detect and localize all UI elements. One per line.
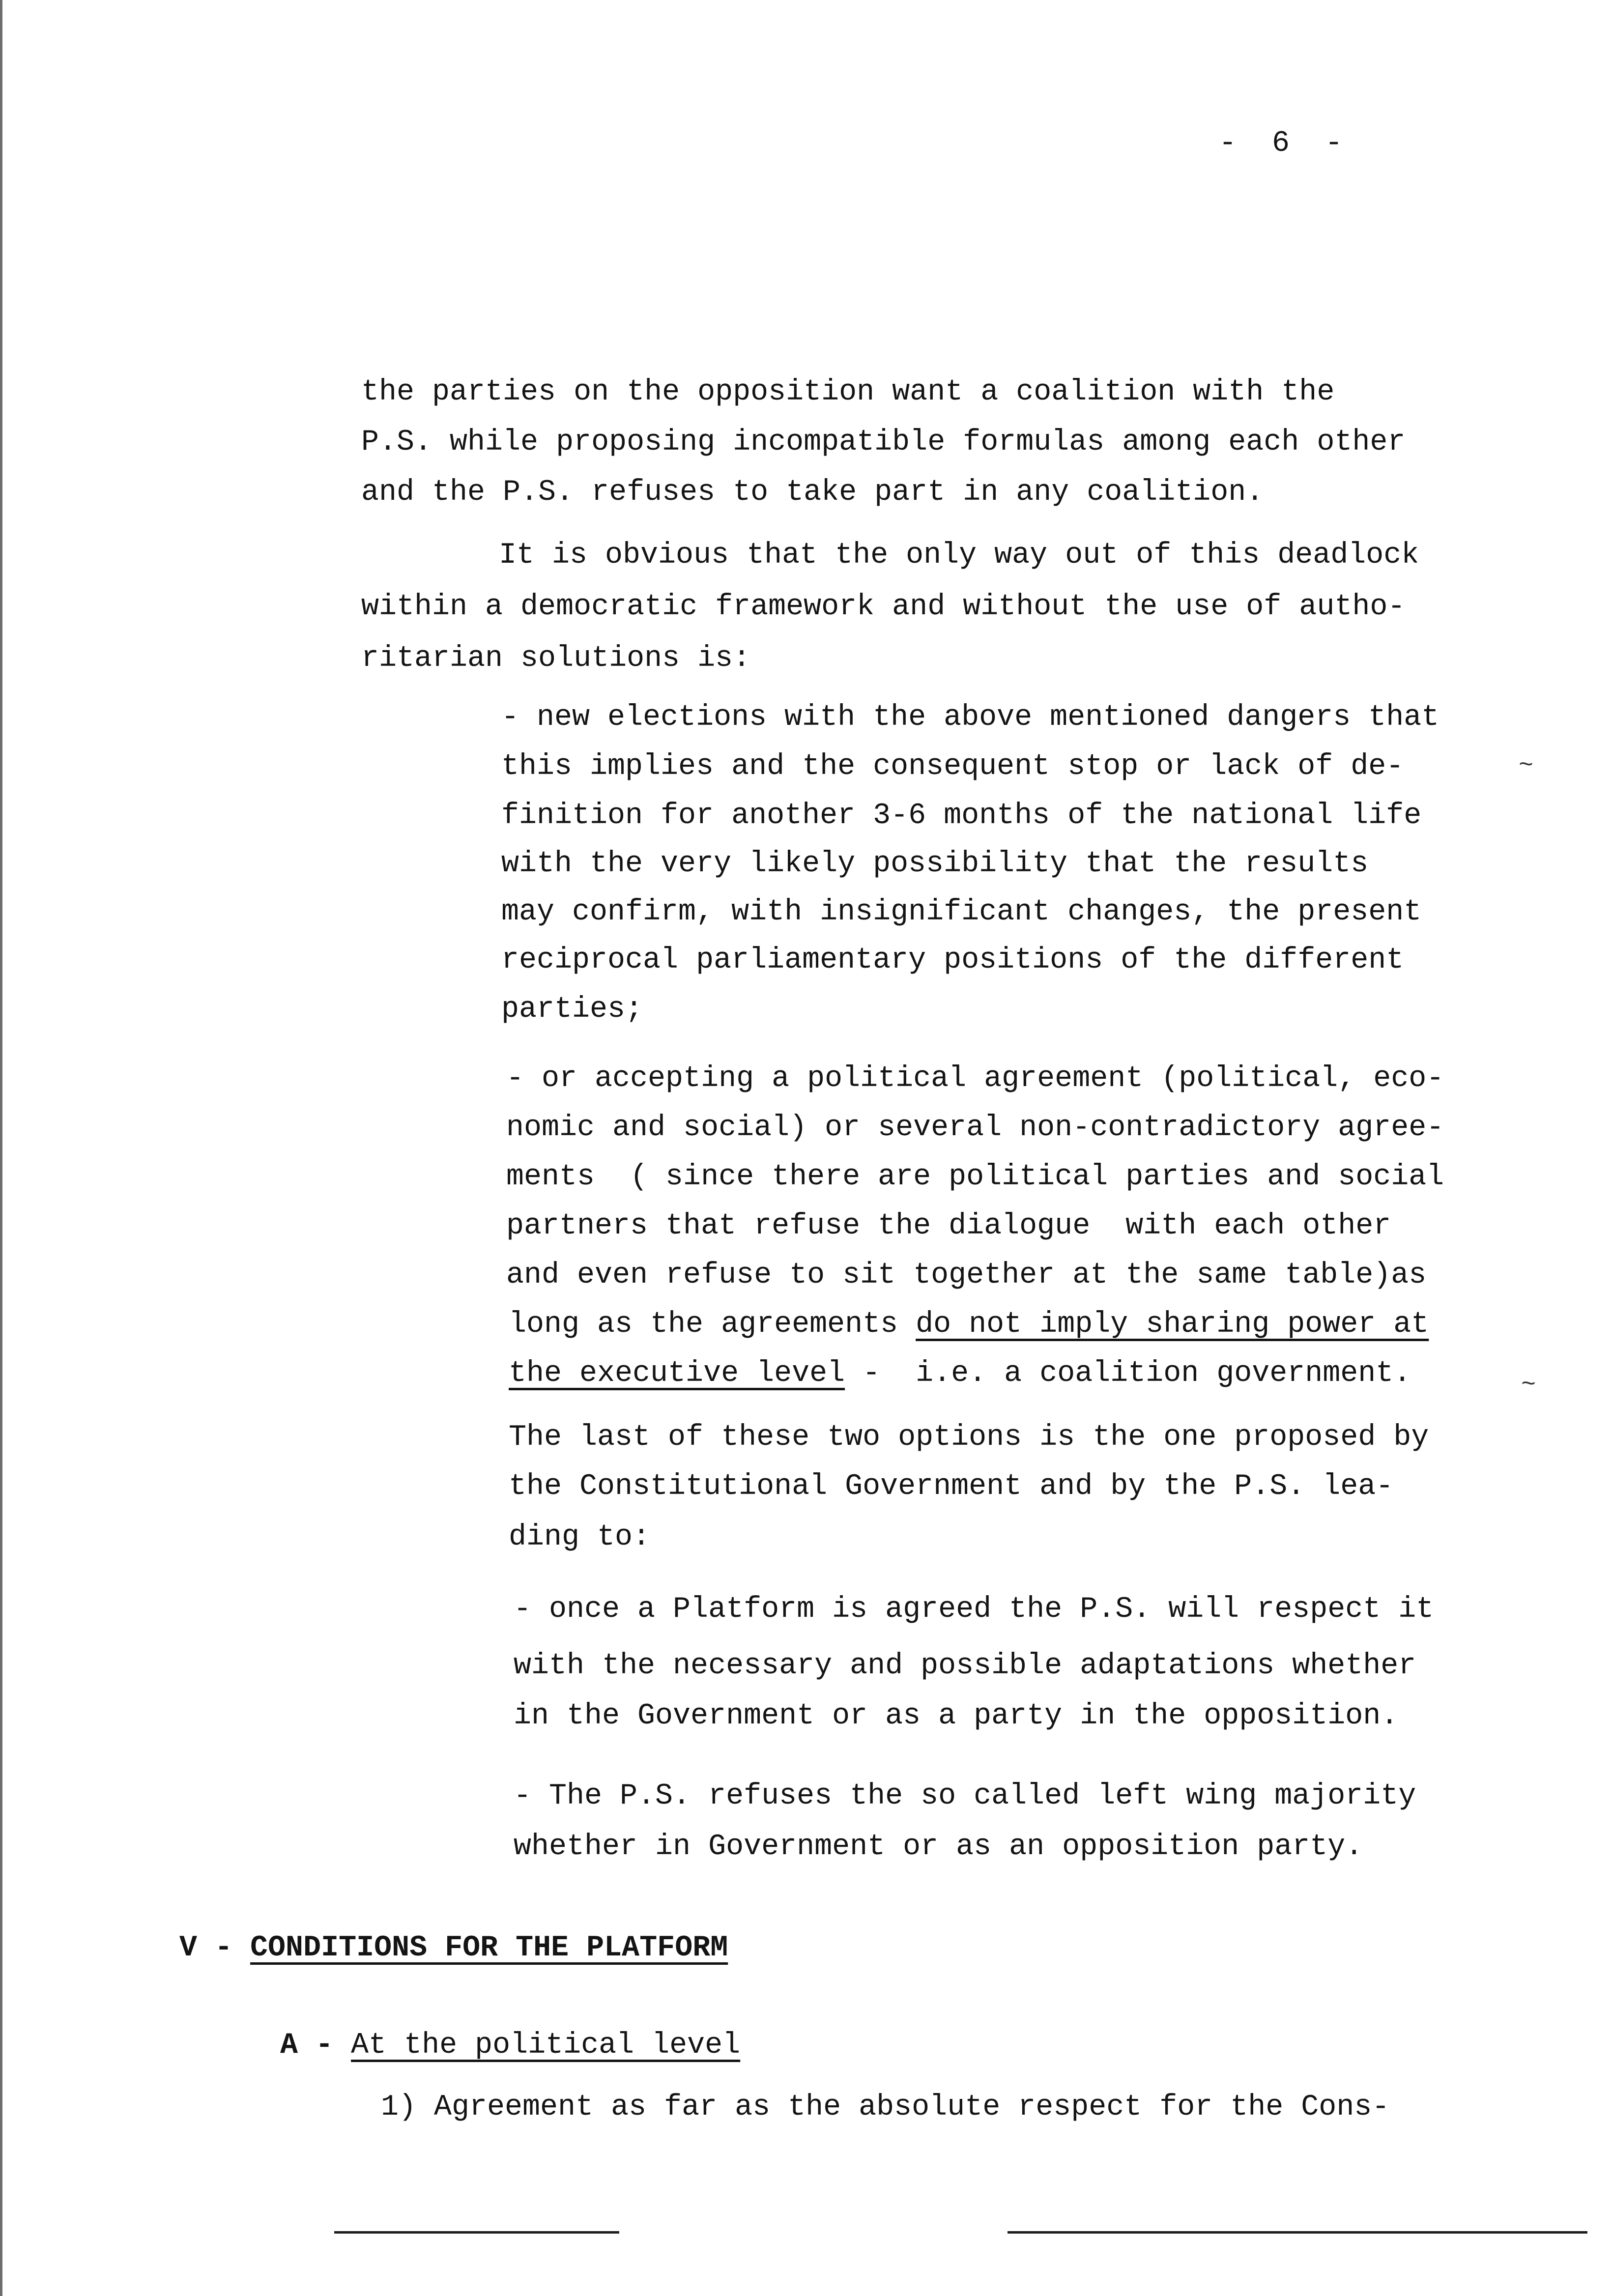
- option-1-line-1: - new elections with the above mentioned dangers that: [501, 701, 1439, 734]
- paragraph-3-line-3: ding to:: [509, 1521, 651, 1554]
- bullet-1-line-3: in the Government or as a party in the opposition.: [514, 1699, 1399, 1733]
- item-1-line: 1) Agreement as far as the absolute respect for the Cons-: [381, 2091, 1390, 2124]
- paragraph-2-line-2: within a democratic framework and without the use of autho-: [361, 590, 1406, 624]
- bottom-rule-right: [1008, 2231, 1587, 2234]
- option-2-line-6-text: long as the agreements: [509, 1308, 916, 1341]
- option-1-line-2: this implies and the consequent stop or lack of de-: [501, 750, 1404, 783]
- scan-mark: ~: [1521, 1371, 1536, 1399]
- option-1-line-5: may confirm, with insignificant changes, the present: [501, 895, 1422, 929]
- option-2-line-6: [509, 1310, 1429, 1339]
- section-heading: [179, 1931, 728, 1965]
- option-2-line-2: nomic and social) or several non-contradictory agree-: [506, 1111, 1444, 1145]
- underlined-phrase-1: do not imply sharing power at: [916, 1308, 1429, 1341]
- subsection-title: At the political level: [351, 2029, 741, 2062]
- option-2-line-4: partners that refuse the dialogue with each other: [506, 1209, 1391, 1243]
- section-title: CONDITIONS FOR THE PLATFORM: [250, 1931, 728, 1965]
- paragraph-3-line-2: the Constitutional Government and by the P.S. lea-: [509, 1470, 1394, 1503]
- paragraph-1-line-2: P.S. while proposing incompatible formulas among each other: [361, 426, 1406, 459]
- bullet-2-line-1: - The P.S. refuses the so called left wing majority: [514, 1779, 1416, 1813]
- paragraph-2-line-3: ritarian solutions is:: [361, 642, 751, 675]
- underlined-phrase-2: the executive level: [509, 1357, 845, 1390]
- section-label: V -: [179, 1931, 233, 1965]
- option-2-line-5: and even refuse to sit together at the same table)as: [506, 1259, 1427, 1292]
- bullet-2-line-2: whether in Government or as an opposition party.: [514, 1830, 1363, 1864]
- bullet-1-line-1: - once a Platform is agreed the P.S. will respect it: [514, 1593, 1434, 1626]
- option-2-line-7-text: - i.e. a coalition government.: [845, 1357, 1411, 1390]
- scan-mark: ~: [1519, 752, 1534, 780]
- bullet-1-line-2: with the necessary and possible adaptations whether: [514, 1649, 1416, 1683]
- option-1-line-6: reciprocal parliamentary positions of the different: [501, 944, 1404, 977]
- option-1-line-4: with the very likely possibility that the results: [501, 847, 1369, 881]
- option-2-line-1: - or accepting a political agreement (political, eco-: [506, 1062, 1444, 1095]
- bottom-rule-left: [334, 2231, 619, 2234]
- option-1-line-3: finition for another 3-6 months of the national life: [501, 799, 1422, 832]
- subsection-heading: [280, 2029, 740, 2062]
- paragraph-1-line-3: and the P.S. refuses to take part in any coalition.: [361, 476, 1264, 509]
- paragraph-3-line-1: The last of these two options is the one proposed by: [509, 1421, 1429, 1454]
- option-1-line-7: parties;: [501, 993, 643, 1026]
- subsection-label: A -: [280, 2029, 334, 2062]
- option-2-line-7: [509, 1359, 1411, 1388]
- page-number: - 6 -: [1219, 127, 1352, 160]
- paragraph-1-line-1: the parties on the opposition want a coalition with the: [361, 375, 1335, 409]
- option-2-line-3: ments ( since there are political parties and social: [506, 1160, 1444, 1194]
- paragraph-2-line-1: It is obvious that the only way out of this deadlock: [499, 539, 1419, 572]
- scan-left-edge: [0, 0, 2, 2296]
